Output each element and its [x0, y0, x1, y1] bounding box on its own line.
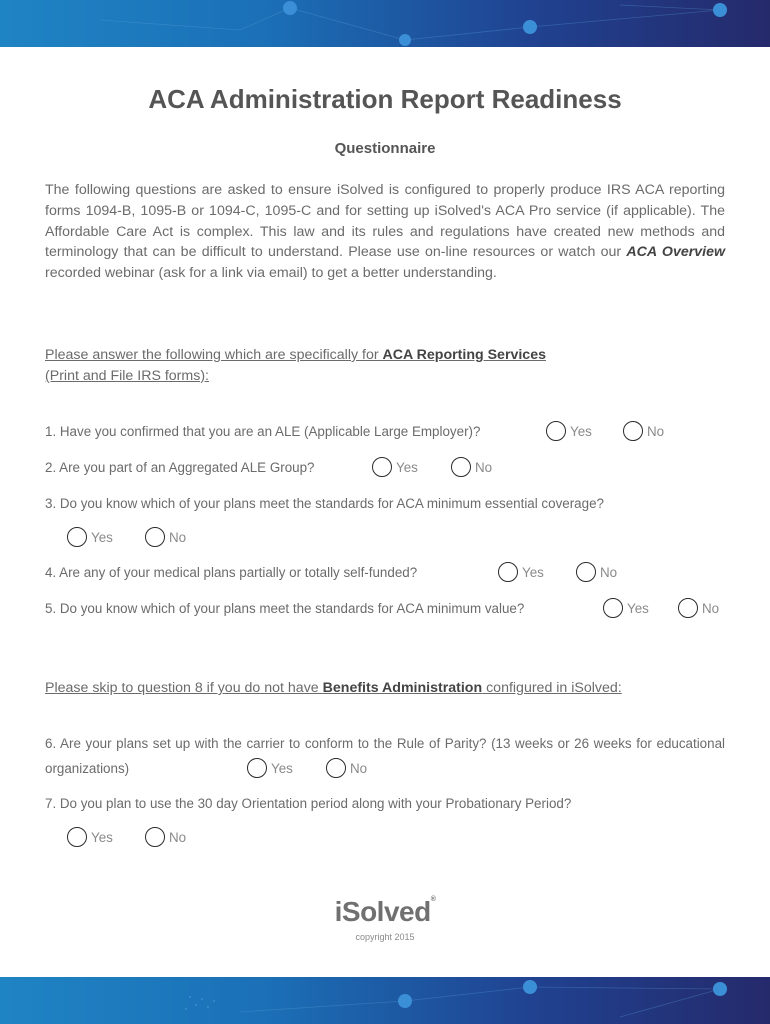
bottom-banner: [0, 977, 770, 1024]
radio-button[interactable]: [145, 527, 165, 547]
radio-button[interactable]: [326, 758, 346, 778]
section-heading-reporting: Please answer the following which are specifically for ACA Reporting Services (Print and File IRS forms):: [45, 347, 546, 384]
q7-yes-option[interactable]: Yes: [67, 827, 113, 847]
radio-button[interactable]: [451, 457, 471, 477]
q7-no-option[interactable]: No: [145, 827, 186, 847]
page-title: ACA Administration Report Readiness: [148, 84, 622, 114]
radio-button[interactable]: [678, 598, 698, 618]
q4-yes-option[interactable]: Yes: [498, 562, 544, 582]
q2-yes-option[interactable]: Yes: [372, 457, 418, 477]
q6-yes-option[interactable]: Yes: [247, 758, 293, 778]
radio-button[interactable]: [67, 527, 87, 547]
aca-overview-emphasis: ACA Overview: [626, 244, 725, 261]
radio-button[interactable]: [623, 421, 643, 441]
q1-no-option[interactable]: No: [623, 421, 664, 441]
isolved-logo: iSolved®: [334, 896, 436, 927]
radio-button[interactable]: [603, 598, 623, 618]
q3-no-option[interactable]: No: [145, 527, 186, 547]
q1-yes-option[interactable]: Yes: [546, 421, 592, 441]
q6-no-option[interactable]: No: [326, 758, 367, 778]
network-pattern-icon: [0, 977, 770, 1024]
q5-no-option[interactable]: No: [678, 598, 719, 618]
radio-button[interactable]: [247, 758, 267, 778]
section-heading-benefits: Please skip to question 8 if you do not have Benefits Administration configured in iSolved:: [45, 680, 622, 696]
q3-yes-option[interactable]: Yes: [67, 527, 113, 547]
question-3: 3. Do you know which of your plans meet the standards for ACA minimum essential coverage?: [45, 496, 604, 511]
radio-button[interactable]: [67, 827, 87, 847]
radio-button[interactable]: [145, 827, 165, 847]
question-4: 4. Are any of your medical plans partially or totally self-funded?: [45, 565, 418, 580]
question-5: 5. Do you know which of your plans meet the standards for ACA minimum value?: [45, 601, 525, 616]
top-banner: [0, 0, 770, 47]
network-pattern-icon: [0, 0, 770, 47]
question-2: 2. Are you part of an Aggregated ALE Group?: [45, 460, 315, 475]
intro-paragraph: The following questions are asked to ensure iSolved is configured to properly produce IRS ACA reporting forms 1094-B, 1095-B or 1094-C, 1095-C and for setting up iSolved's ACA Pro service (if applicable). The Affordable Care Act is complex. This law and its rules and regulations have created new methods and terminology that can be difficult to understand. Please use on-line resources or watch our ACA Overview recorded webinar (ask for a link via email) to get a better understanding.: [45, 182, 725, 282]
q4-no-option[interactable]: No: [576, 562, 617, 582]
question-7: 7. Do you plan to use the 30 day Orientation period along with your Probationary Period?: [45, 796, 572, 811]
copyright-text: copyright 2015: [355, 932, 415, 942]
question-1: 1. Have you confirmed that you are an ALE (Applicable Large Employer)?: [45, 424, 481, 439]
radio-button[interactable]: [546, 421, 566, 441]
radio-button[interactable]: [372, 457, 392, 477]
radio-button[interactable]: [498, 562, 518, 582]
radio-button[interactable]: [576, 562, 596, 582]
question-6: 6. Are your plans set up with the carrier to conform to the Rule of Parity? (13 weeks or 26 weeks for educational organizations): [45, 736, 725, 776]
q5-yes-option[interactable]: Yes: [603, 598, 649, 618]
page-subtitle: Questionnaire: [334, 140, 436, 157]
q2-no-option[interactable]: No: [451, 457, 492, 477]
